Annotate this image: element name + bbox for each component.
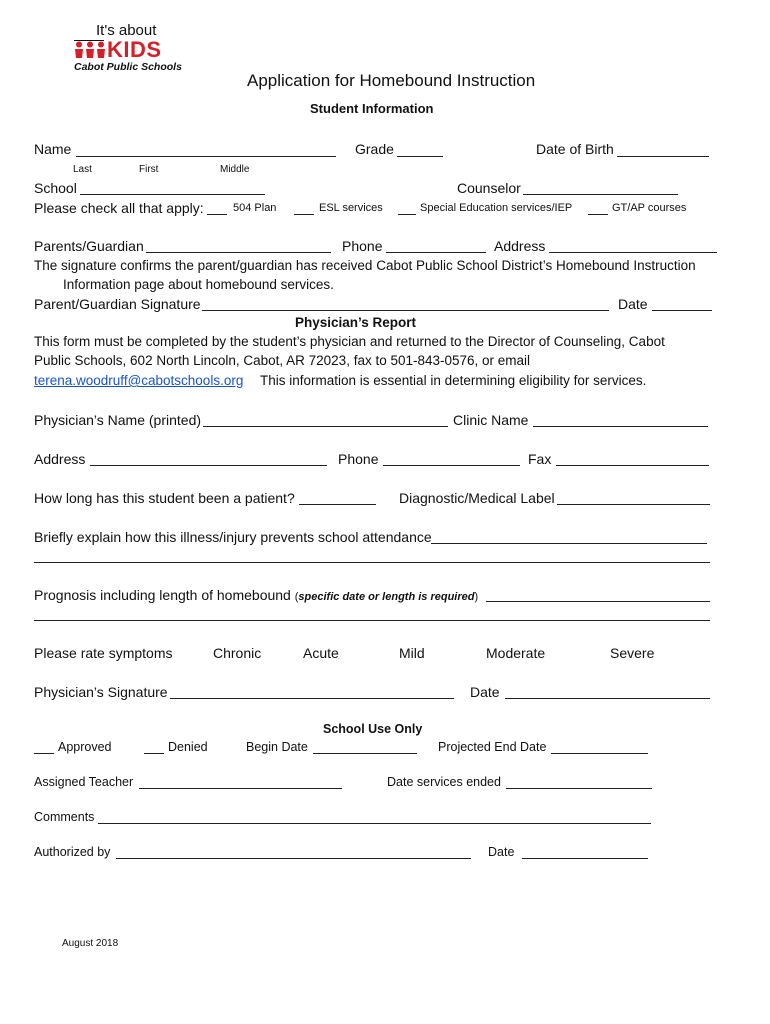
diagnostic-label: Diagnostic/Medical Label	[399, 490, 555, 506]
dob-label: Date of Birth	[536, 141, 614, 157]
school-field[interactable]	[80, 194, 265, 195]
counselor-label: Counselor	[457, 180, 521, 196]
parent-date-field[interactable]	[652, 310, 712, 311]
physician-name-field[interactable]	[203, 426, 448, 427]
logo-tagline: It's about	[96, 22, 157, 39]
rate-option-moderate[interactable]: Moderate	[486, 645, 546, 661]
physician-fax-field[interactable]	[556, 465, 709, 466]
check-label: Please check all that apply:	[34, 200, 204, 216]
checkbox-esl[interactable]	[294, 214, 314, 215]
physician-date-field[interactable]	[505, 698, 710, 699]
prognosis-label	[34, 587, 478, 603]
physician-instructions-line1: This form must be completed by the student’s physician and returned to the Director of Counseling, Cabot	[34, 334, 665, 349]
authorized-by-field[interactable]	[116, 858, 471, 859]
approved-field[interactable]	[34, 753, 54, 754]
prognosis-field-line2[interactable]	[34, 620, 710, 621]
clinic-name-field[interactable]	[533, 426, 708, 427]
denied-label: Denied	[168, 740, 208, 754]
rate-symptoms-label: Please rate symptoms	[34, 645, 173, 661]
dob-field[interactable]	[617, 156, 709, 157]
physician-instructions-line2: Public Schools, 602 North Lincoln, Cabot, AR 72023, fax to 501-843-0576, or email	[34, 353, 531, 368]
prognosis-note: specific date or length is required	[298, 591, 475, 603]
rate-option-acute[interactable]: Acute	[303, 645, 339, 661]
authorized-by-label: Authorized by	[34, 845, 111, 859]
begin-date-label: Begin Date	[246, 740, 308, 754]
rate-option-severe[interactable]: Severe	[610, 645, 655, 661]
patient-duration-label: How long has this student been a patient?	[34, 490, 295, 506]
checkbox-sped[interactable]	[398, 214, 416, 215]
date-ended-field[interactable]	[506, 788, 652, 789]
physician-name-label: Physician’s Name (printed)	[34, 412, 202, 428]
sub-label-last: Last	[73, 164, 92, 175]
kids-figures-icon	[74, 41, 108, 59]
footer-date: August 2018	[62, 938, 119, 949]
sub-label-first: First	[139, 164, 159, 175]
logo-kids: KIDS	[107, 37, 162, 62]
page-title: Application for Homebound Instruction	[247, 71, 536, 90]
prognosis-label-text: Prognosis including length of homebound	[34, 587, 291, 603]
physician-date-label: Date	[470, 684, 500, 700]
school-label: School	[34, 180, 77, 196]
option-sped-label: Special Education services/IEP	[420, 202, 573, 214]
parent-phone-field[interactable]	[386, 252, 486, 253]
school-use-heading: School Use Only	[323, 722, 423, 736]
parent-address-field[interactable]	[549, 252, 717, 253]
signature-statement-line2: Information page about homebound services.	[63, 277, 334, 292]
parent-signature-label: Parent/Guardian Signature	[34, 296, 201, 312]
name-field[interactable]	[76, 156, 336, 157]
counselor-field[interactable]	[523, 194, 678, 195]
parent-phone-label: Phone	[342, 238, 383, 254]
option-504-label: 504 Plan	[233, 202, 277, 214]
parents-label: Parents/Guardian	[34, 238, 144, 254]
checkbox-gtap[interactable]	[588, 214, 608, 215]
physician-address-field[interactable]	[90, 465, 327, 466]
begin-date-field[interactable]	[313, 753, 417, 754]
physician-report-heading: Physician’s Report	[295, 315, 417, 330]
explain-label: Briefly explain how this illness/injury prevents school attendance	[34, 529, 432, 545]
authorized-date-field[interactable]	[522, 858, 648, 859]
student-info-heading: Student Information	[310, 101, 434, 116]
parent-signature-field[interactable]	[202, 310, 609, 311]
checkbox-504[interactable]	[207, 214, 227, 215]
contact-email-link[interactable]: terena.woodruff@cabotschools.org	[34, 373, 244, 388]
explain-field[interactable]	[431, 543, 707, 544]
comments-field[interactable]	[98, 823, 651, 824]
physician-address-label: Address	[34, 451, 86, 467]
physician-phone-label: Phone	[338, 451, 379, 467]
physician-signature-label: Physician’s Signature	[34, 684, 168, 700]
grade-field[interactable]	[397, 156, 443, 157]
rate-option-chronic[interactable]: Chronic	[213, 645, 262, 661]
grade-label: Grade	[355, 141, 394, 157]
approved-label: Approved	[58, 740, 112, 754]
explain-field-line2[interactable]	[34, 562, 710, 563]
option-gtap-label: GT/AP courses	[612, 202, 687, 214]
projected-end-label: Projected End Date	[438, 740, 547, 754]
comments-label: Comments	[34, 810, 95, 824]
parents-field[interactable]	[146, 252, 331, 253]
assigned-teacher-field[interactable]	[139, 788, 342, 789]
patient-duration-field[interactable]	[299, 504, 376, 505]
prognosis-note-open: (	[294, 591, 299, 603]
rate-option-mild[interactable]: Mild	[399, 645, 425, 661]
date-ended-label: Date services ended	[387, 775, 501, 789]
authorized-date-label: Date	[488, 845, 515, 859]
clinic-name-label: Clinic Name	[453, 412, 529, 428]
prognosis-field[interactable]	[486, 601, 710, 602]
denied-field[interactable]	[144, 753, 164, 754]
logo-district: Cabot Public Schools	[74, 61, 182, 73]
signature-statement-line1: The signature confirms the parent/guardian has received Cabot Public School District’s Homebound Instruction	[34, 258, 696, 273]
sub-label-middle: Middle	[220, 164, 250, 175]
projected-end-field[interactable]	[551, 753, 648, 754]
assigned-teacher-label: Assigned Teacher	[34, 775, 134, 789]
parent-date-label: Date	[618, 296, 648, 312]
option-esl-label: ESL services	[319, 202, 383, 214]
physician-phone-field[interactable]	[383, 465, 520, 466]
logo	[72, 22, 184, 74]
physician-signature-field[interactable]	[170, 698, 454, 699]
parent-address-label: Address	[494, 238, 546, 254]
prognosis-note-close: )	[474, 591, 479, 603]
physician-fax-label: Fax	[528, 451, 552, 467]
diagnostic-field[interactable]	[557, 504, 710, 505]
physician-instructions-line3: This information is essential in determining eligibility for services.	[260, 373, 647, 388]
name-label: Name	[34, 141, 72, 157]
